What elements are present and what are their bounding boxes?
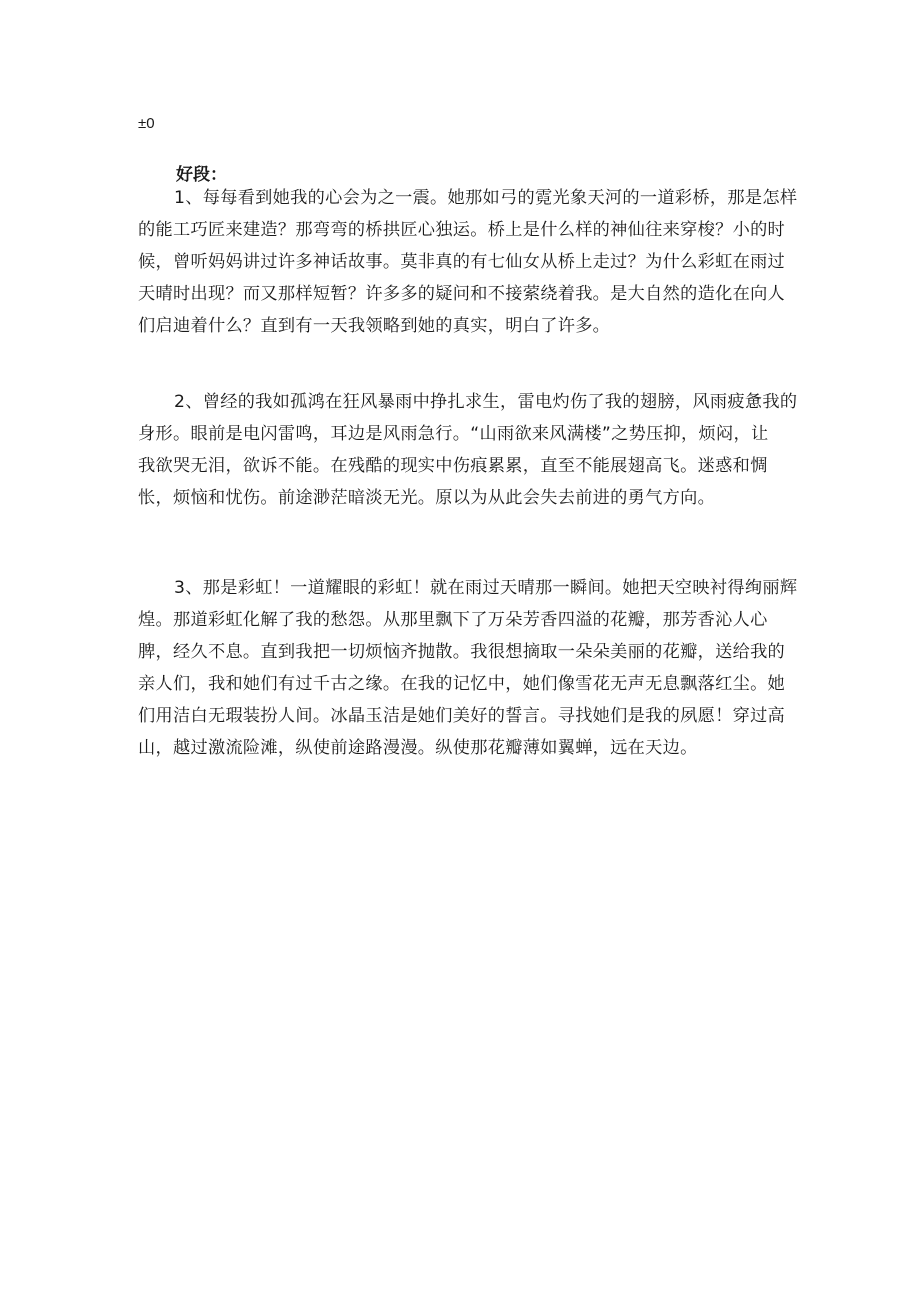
paragraph-line: 怅，烦恼和忧伤。前途渺茫暗淡无光。原以为从此会失去前进的勇气方向。 bbox=[138, 488, 716, 508]
paragraph-3 bbox=[138, 572, 798, 764]
paragraph-line: 2、曾经的我如孤鸿在狂风暴雨中挣扎求生，雷电灼伤了我的翅膀，风雨疲惫我的 bbox=[174, 392, 798, 412]
section-heading: 好段： bbox=[176, 165, 227, 185]
page-marker: ±0 bbox=[138, 115, 155, 132]
paragraph-line: 1、每每看到她我的心会为之一震。她那如弓的霓光象天河的一道彩桥，那是怎样 bbox=[174, 188, 798, 208]
paragraph-line: 们用洁白无瑕装扮人间。冰晶玉洁是她们美好的誓言。寻找她们是我的夙愿！穿过高 bbox=[138, 706, 786, 726]
paragraph-line: 脾，经久不息。直到我把一切烦恼齐抛散。我很想摘取一朵朵美丽的花瓣，送给我的 bbox=[138, 642, 786, 662]
paragraph-line: 山，越过激流险滩，纵使前途路漫漫。纵使那花瓣薄如翼蝉，远在天边。 bbox=[138, 738, 698, 758]
paragraph-line: 我欲哭无泪，欲诉不能。在残酷的现实中伤痕累累，直至不能展翅高飞。迷惑和惆 bbox=[138, 456, 768, 476]
paragraph-line: 亲人们，我和她们有过千古之缘。在我的记忆中，她们像雪花无声无息飘落红尘。她 bbox=[138, 674, 786, 694]
paragraph-line: 的能工巧匠来建造？那弯弯的桥拱匠心独运。桥上是什么样的神仙往来穿梭？小的时 bbox=[138, 220, 786, 240]
paragraph-line: 们启迪着什么？直到有一天我领略到她的真实，明白了许多。 bbox=[138, 316, 611, 336]
paragraph-2 bbox=[138, 386, 798, 514]
paragraph-line: 3、那是彩虹！一道耀眼的彩虹！就在雨过天晴那一瞬间。她把天空映衬得绚丽辉 bbox=[174, 578, 798, 598]
paragraph-line: 候，曾听妈妈讲过许多神话故事。莫非真的有七仙女从桥上走过？为什么彩虹在雨过 bbox=[138, 252, 786, 272]
paragraph-line: 天晴时出现？而又那样短暂？许多多的疑问和不接萦绕着我。是大自然的造化在向人 bbox=[138, 284, 786, 304]
paragraph-1 bbox=[138, 182, 798, 342]
paragraph-line: 煌。那道彩虹化解了我的愁怨。从那里飘下了万朵芳香四溢的花瓣，那芳香沁人心 bbox=[138, 610, 768, 630]
paragraph-line: 身形。眼前是电闪雷鸣，耳边是风雨急行。“山雨欲来风满楼”之势压抑，烦闷，让 bbox=[138, 424, 769, 444]
